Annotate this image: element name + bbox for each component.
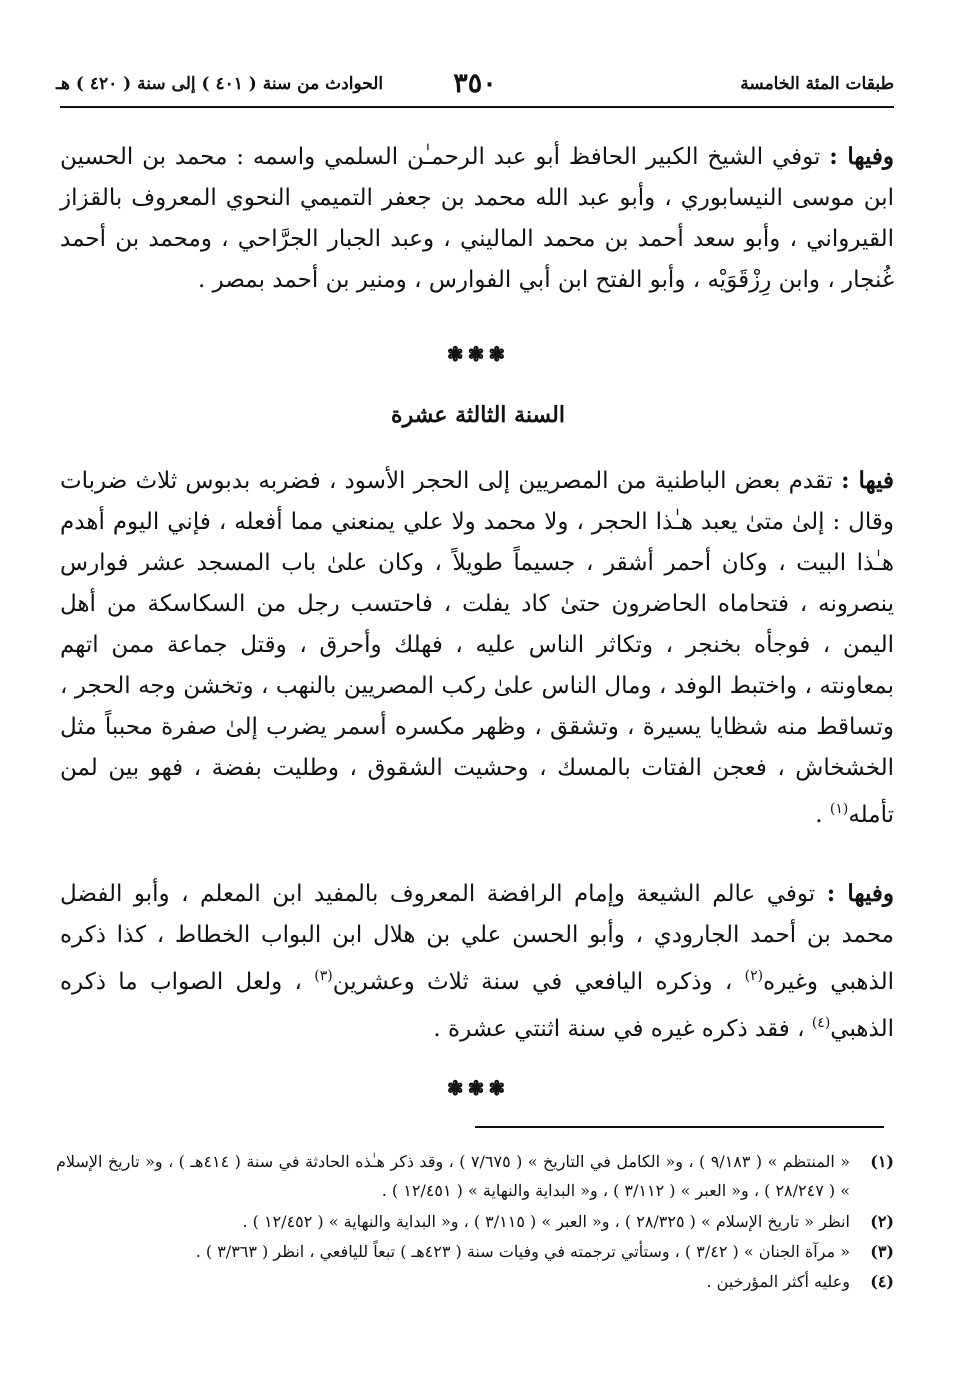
- paragraph-text: تقدم بعض الباطنية من المصريين إلى الحجر الأسود ، فضربه بدبوس ثلاث ضربات وقال : إلىٰ متىٰ يعبد هـٰذا الحجر ، ولا محمد ولا علي يمنعني مما أفعله ، فإني اليوم أهدم هـٰذا البيت ، وكان أحمر أشقر ، جسيماً طويلاً ، وكان علىٰ باب المسجد عشر فوارس ينصرونه ، فتحاماه الحاضرون حتىٰ كاد يفلت ، فاحتسب رجل من السكاسكة من أهل اليمن ، فوجأه بخنجر ، وتكاثر الناس عليه ، فهلك وأحرق ، وقتل جماعة ممن اتهم بمعاونته ، واختبط الوفد ، ومال الناس علىٰ ركب المصريين بالنهب ، وتخشن وجه الحجر ، وتساقط منه شظايا يسيرة ، وتشقق ، وظهر مكسره أسمر يضرب إلىٰ صفرة محبباً مثل الخشخاش ، فعجن الفتات بالمسك ، وحشيت الشقوق ، وطليت بفضة ، فهو بين لمن تأمله: [60, 468, 894, 828]
- footnote-ref-2[interactable]: (٢): [744, 968, 764, 984]
- footnote-number: (١): [870, 1152, 894, 1171]
- header-chapter-title: الحوادث من سنة ( ٤٠١ ) إلى سنة ( ٤٢٠ ) هـ: [56, 74, 384, 94]
- paragraph-lead: وفيها :: [829, 143, 894, 170]
- section-heading: السنة الثالثة عشرة: [391, 402, 565, 428]
- paragraph-lead: وفيها :: [826, 880, 894, 907]
- footnote-2: [56, 1207, 894, 1236]
- footnote-text: « مرآة الجنان » ( ٣/٤٢ ) ، وستأتي ترجمته في وفيات سنة ( ٤٢٣هـ ) تبعاً لليافعي ، انظر ( ٣/٣٦٣ ) .: [195, 1242, 850, 1261]
- paragraph-deaths-413: [60, 873, 894, 1050]
- section-separator: ❃❃❃: [446, 1076, 510, 1100]
- footnote-number: (٣): [870, 1242, 894, 1261]
- paragraph-text: توفي عالم الشيعة وإمام الرافضة المعروف بالمفيد ابن المعلم ، وأبو الفضل محمد بن أحمد الجارودي ، وأبو الحسن علي بن هلال ابن البواب الخطاط ، كذا ذكره الذهبي وغيره: [60, 881, 895, 995]
- header-book-title: طبقات المئة الخامسة: [740, 74, 894, 94]
- footnote-4: [56, 1267, 894, 1296]
- page-number: ٣٥٠: [453, 68, 497, 99]
- section-separator: ❃❃❃: [446, 342, 510, 366]
- footnote-text: وعليه أكثر المؤرخين .: [706, 1272, 850, 1291]
- header-rule: [60, 106, 894, 108]
- footnote-ref-1[interactable]: (١): [829, 801, 849, 817]
- paragraph-text: ، فقد ذكره غيره في سنة اثنتي عشرة .: [433, 1016, 812, 1042]
- footnote-number: (٢): [870, 1212, 894, 1231]
- paragraph-end: .: [815, 802, 830, 828]
- footnote-ref-4[interactable]: (٤): [811, 1015, 831, 1031]
- footnote-text: « المنتظم » ( ٩/١٨٣ ) ، و« الكامل في التاريخ » ( ٧/٦٧٥ ) ، وقد ذكر هـٰذه الحادثة في سنة ( ٤١٤هـ ) ، و« تاريخ الإسلام » ( ٢٨/٢٤٧ ) ، و« العبر » ( ٣/١١٢ ) ، و« البداية والنهاية » ( ١٢/٤٥١ ) .: [56, 1152, 850, 1200]
- footnote-1: [56, 1147, 894, 1205]
- running-header: [56, 68, 894, 102]
- paragraph-text: توفي الشيخ الكبير الحافظ أبو عبد الرحمـٰن السلمي واسمه : محمد بن الحسين ابن موسى النيسابوري ، وأبو عبد الله محمد بن جعفر التميمي النحوي المعروف بالقزاز القيرواني ، وأبو سعد أحمد بن محمد الماليني ، وعبد الجبار الجرَّاحي ، ومحمد بن أحمد غُنجار ، وابن رِزْقَوَيْه ، وأبو الفتح ابن أبي الفوارس ، ومنير بن أحمد بمصر .: [60, 144, 894, 293]
- paragraph-deaths-412: [60, 136, 894, 301]
- paragraph-text: ، وذكره اليافعي في سنة ثلاث وعشرين: [332, 969, 745, 995]
- paragraph-text: ، ولعل الصواب ما ذكره الذهبي: [60, 969, 894, 1042]
- paragraph-events-413: [60, 460, 894, 836]
- footnote-3: [56, 1237, 894, 1266]
- footnote-number: (٤): [870, 1272, 894, 1291]
- footnote-rule: [475, 1126, 884, 1128]
- footnote-text: انظر « تاريخ الإسلام » ( ٢٨/٣٢٥ ) ، و« العبر » ( ٣/١١٥ ) ، و« البداية والنهاية » ( ١٢/٤٥٢ ) .: [242, 1212, 850, 1231]
- paragraph-lead: فيها :: [841, 467, 894, 494]
- footnote-ref-3[interactable]: (٣): [314, 968, 333, 984]
